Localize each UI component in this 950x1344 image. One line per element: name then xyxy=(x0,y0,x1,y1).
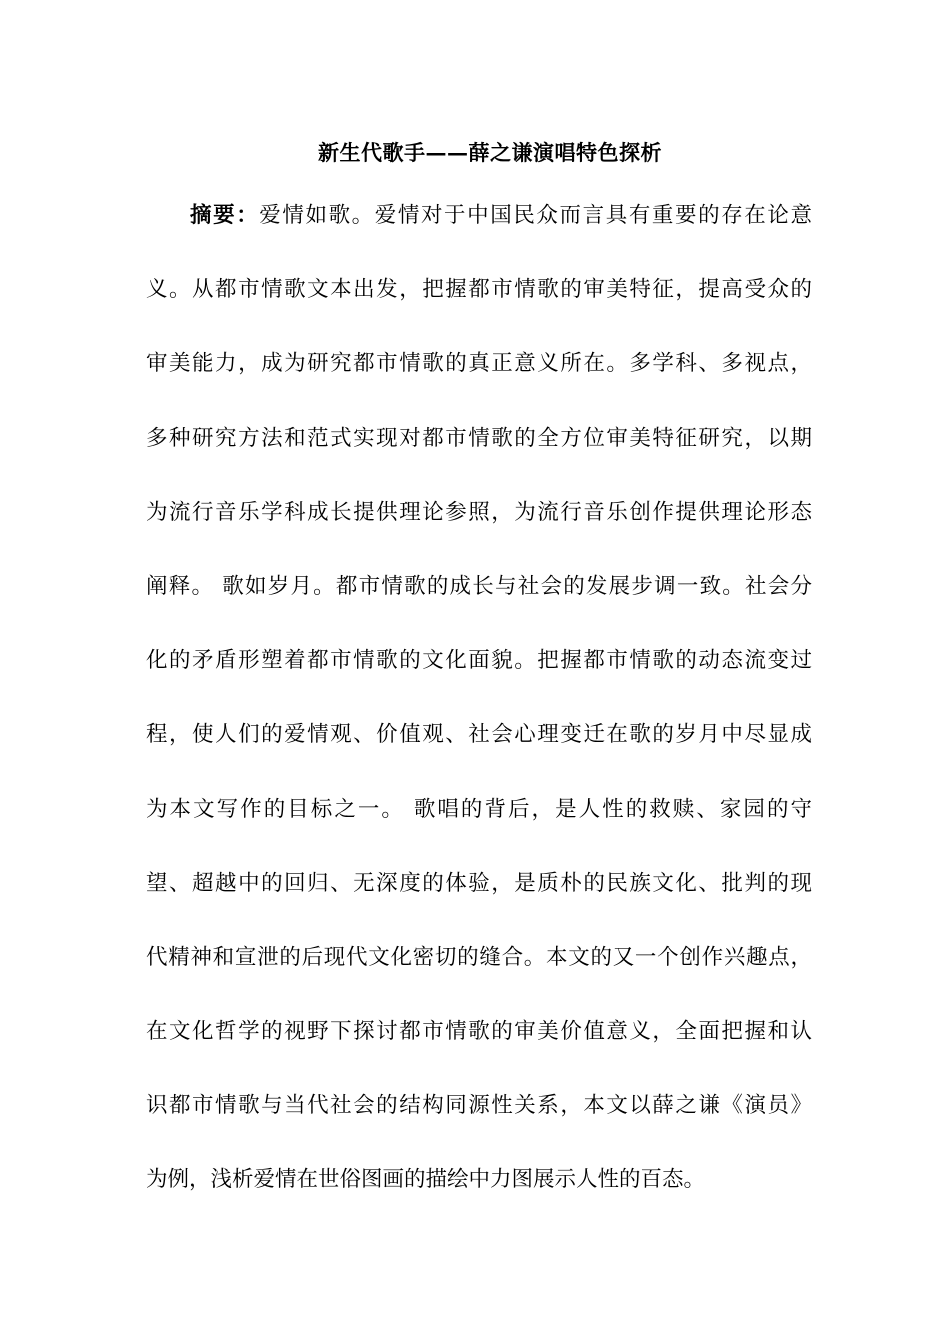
abstract-line: 义。从都市情歌文本出发，把握都市情歌的审美特征，提高受众的 xyxy=(146,277,812,303)
abstract-paragraph xyxy=(146,198,812,1237)
abstract-line: 化的矛盾形塑着都市情歌的文化面貌。把握都市情歌的动态流变过 xyxy=(146,648,812,674)
abstract-line: 为例，浅析爱情在世俗图画的描绘中力图展示人性的百态。 xyxy=(146,1167,706,1193)
abstract-line: 阐释。 歌如岁月。都市情歌的成长与社会的发展步调一致。社会分 xyxy=(146,573,812,599)
abstract-line: 审美能力，成为研究都市情歌的真正意义所在。多学科、多视点， xyxy=(146,351,812,377)
abstract-line: 在文化哲学的视野下探讨都市情歌的审美价值意义，全面把握和认 xyxy=(146,1019,812,1045)
document-title: 新生代歌手——薛之谦演唱特色探析 xyxy=(318,140,662,165)
abstract-line: 识都市情歌与当代社会的结构同源性关系，本文以薛之谦《演员》 xyxy=(146,1093,812,1119)
abstract-line: 程，使人们的爱情观、价值观、社会心理变迁在歌的岁月中尽显成 xyxy=(146,722,812,748)
abstract-line: 多种研究方法和范式实现对都市情歌的全方位审美特征研究，以期 xyxy=(146,425,812,451)
abstract-line: 代精神和宣泄的后现代文化密切的缝合。本文的又一个创作兴趣点， xyxy=(146,944,812,970)
abstract-line xyxy=(146,198,812,272)
abstract-label: 摘要： xyxy=(190,203,260,228)
abstract-line: 为流行音乐学科成长提供理论参照，为流行音乐创作提供理论形态 xyxy=(146,499,812,525)
abstract-line: 为本文写作的目标之一。 歌唱的背后，是人性的救赎、家园的守 xyxy=(146,796,812,822)
abstract-line-text: 爱情如歌。爱情对于中国民众而言具有重要的存在论意 xyxy=(259,203,812,228)
abstract-line: 望、超越中的回归、无深度的体验，是质朴的民族文化、批判的现 xyxy=(146,870,812,896)
